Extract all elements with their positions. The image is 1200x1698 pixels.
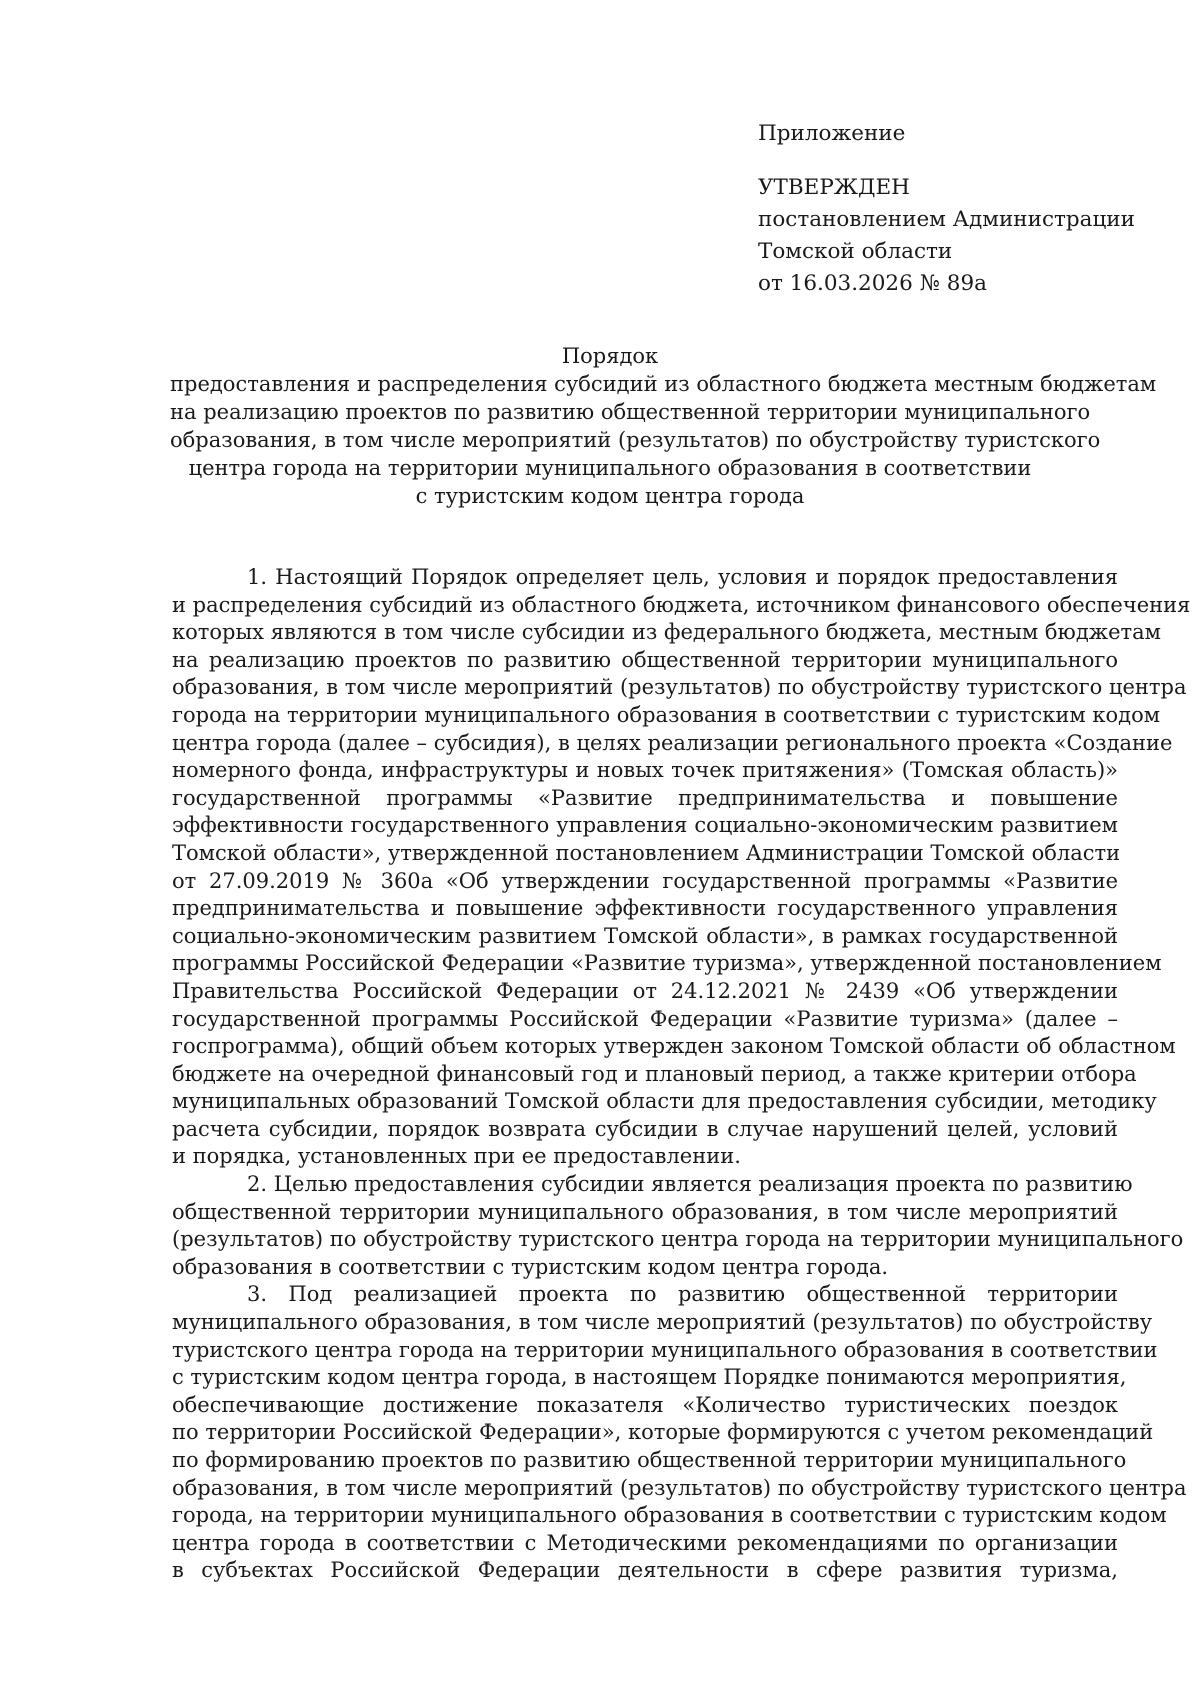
text-line: и распределения субсидий из областного бюджета, источником финансового обеспечения: [172, 592, 1191, 617]
text-line: от 27.09.2019 № 360а «Об утверждении государственной программы «Развитие: [172, 868, 1118, 893]
title-line: на реализацию проектов по развитию общественной территории муниципального: [170, 400, 1091, 424]
text-line: бюджете на очередной финансовый год и плановый период, а также критерии отбора: [172, 1061, 1137, 1086]
text-line: в субъектах Российской Федерации деятельности в сфере развития туризма,: [172, 1558, 1118, 1583]
paragraph-1: [172, 564, 1191, 1171]
text-line: по территории Российской Федерации», которые формируются с учетом рекомендаций: [172, 1420, 1154, 1445]
text-line: обеспечивающие достижение показателя «Количество туристических поездок: [172, 1392, 1118, 1417]
text-line: муниципальных образований Томской области для предоставления субсидии, методику: [172, 1089, 1157, 1114]
text-line: по формированию проектов по развитию общественной территории муниципального: [172, 1448, 1127, 1472]
text-line: центра города (далее – субсидия), в целях реализации регионального проекта «Создание: [172, 730, 1173, 755]
text-line: с туристским кодом центра города, в настоящем Порядке понимаются мероприятия,: [172, 1365, 1127, 1390]
title-line: образования, в том числе мероприятий (результатов) по обустройству туристского: [170, 428, 1101, 452]
text-line: социально-экономическим развитием Томской области», в рамках государственной: [172, 923, 1118, 948]
text-line: 2. Целью предоставления субсидии является реализация проекта по развитию: [247, 1172, 1133, 1197]
approval-block: [758, 118, 1135, 300]
text-line: города, на территории муниципального образования в соответствии с туристским кодом: [172, 1503, 1167, 1528]
text-line: муниципального образования, в том числе мероприятий (результатов) по обустройству: [172, 1310, 1153, 1335]
text-line: туристского центра города на территории муниципального образования в соответствии: [172, 1337, 1158, 1362]
text-line: центра города в соответствии с Методическими рекомендациями по организации: [172, 1530, 1118, 1555]
approval-line: Томской области: [758, 239, 953, 264]
text-line: государственной программы «Развитие предпринимательства и повышение: [172, 785, 1118, 810]
text-line: образования, в том числе мероприятий (результатов) по обустройству туристского центра: [172, 675, 1187, 700]
approval-date-number: от 16.03.2026 № 89а: [758, 271, 987, 296]
text-line: города на территории муниципального образования в соответствии с туристским кодом: [172, 702, 1161, 727]
text-line: расчета субсидии, порядок возврата субсидии в случае нарушений целей, условий: [172, 1116, 1118, 1141]
text-line: 1. Настоящий Порядок определяет цель, условия и порядок предоставления: [247, 565, 1118, 589]
text-line: Правительства Российской Федерации от 24.12.2021 № 2439 «Об утверждении: [172, 978, 1118, 1003]
text-line: госпрограмма), общий объем которых утвержден законом Томской области об областном: [172, 1034, 1176, 1059]
text-line: программы Российской Федерации «Развитие туризма», утвержденной постановлением: [172, 951, 1162, 976]
text-line: (результатов) по обустройству туристского центра города на территории муниципального: [172, 1227, 1184, 1252]
title-line: с туристским кодом центра города: [415, 484, 805, 508]
text-line: которых являются в том числе субсидии из федерального бюджета, местным бюджетам: [172, 620, 1161, 645]
document-body: [172, 564, 1191, 1585]
text-line: 3. Под реализацией проекта по развитию общественной территории: [247, 1282, 1118, 1307]
text-line: эффективности государственного управления социально-экономическим развитием: [172, 813, 1118, 838]
text-line: общественной территории муниципального образования, в том числе мероприятий: [172, 1199, 1118, 1224]
text-line: предпринимательства и повышение эффективности государственного управления: [172, 896, 1118, 921]
paragraph-3: [172, 1281, 1187, 1585]
title-heading: Порядок: [561, 344, 659, 368]
document-title: [170, 342, 1157, 510]
text-line: Томской области», утвержденной постановлением Администрации Томской области: [172, 840, 1121, 865]
title-line: центра города на территории муниципального образования в соответствии: [188, 456, 1032, 480]
text-line: на реализацию проектов по развитию общественной территории муниципального: [172, 647, 1118, 672]
approved-stamp: УТВЕРЖДЕН: [758, 175, 910, 200]
appendix-label: Приложение: [758, 121, 906, 146]
paragraph-2: [172, 1171, 1184, 1281]
text-line: государственной программы Российской Федерации «Развитие туризма» (далее –: [172, 1006, 1118, 1031]
text-line: образования в соответствии с туристским кодом центра города.: [172, 1254, 889, 1279]
text-line: образования, в том числе мероприятий (результатов) по обустройству туристского центра: [172, 1475, 1187, 1500]
text-line: и порядка, установленных при ее предоставлении.: [172, 1144, 741, 1169]
approval-line: постановлением Администрации: [758, 207, 1135, 232]
title-line: предоставления и распределения субсидий из областного бюджета местным бюджетам: [170, 372, 1157, 396]
text-line: номерного фонда, инфраструктуры и новых точек притяжения» (Томская область)»: [172, 758, 1118, 783]
